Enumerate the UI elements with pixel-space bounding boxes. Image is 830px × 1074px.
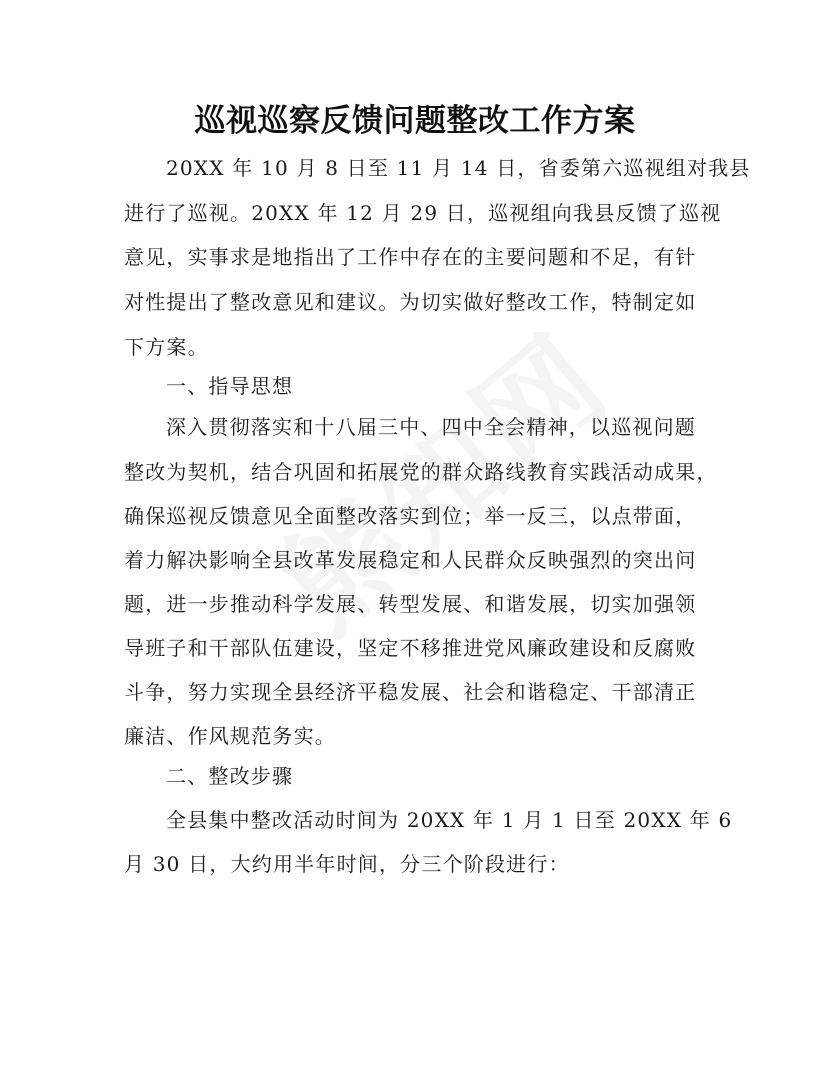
paragraph-line: 对性提出了整改意见和建议。为切实做好整改工作，特制定如	[124, 290, 697, 314]
paragraph-line: 月 30 日，大约用半年时间，分三个阶段进行：	[124, 852, 570, 876]
document-title: 巡视巡察反馈问题整改工作方案	[194, 103, 636, 139]
paragraph-line: 确保巡视反馈意见全面整改落实到位；举一反三，以点带面，	[124, 504, 697, 528]
section-heading: 一、指导思想	[166, 374, 294, 398]
paragraph-line: 意见，实事求是地指出了工作中存在的主要问题和不足，有针	[124, 245, 697, 269]
paragraph-line: 导班子和干部队伍建设，坚定不移推进党风廉政建设和反腐败	[124, 636, 697, 660]
paragraph-line: 深入贯彻落实和十八届三中、四中全会精神，以巡视问题	[166, 415, 696, 439]
paragraph-line: 题，进一步推动科学发展、转型发展、和谐发展，切实加强领	[124, 592, 697, 616]
paragraph-line: 整改为契机，结合巩固和拓展党的群众路线教育实践活动成果，	[124, 460, 718, 484]
paragraph-line: 进行了巡视。20XX 年 12 月 29 日，巡视组向我县反馈了巡视	[124, 201, 722, 225]
paragraph-line: 20XX 年 10 月 8 日至 11 月 14 日，省委第六巡视组对我县	[166, 156, 751, 180]
section-heading: 二、整改步骤	[166, 764, 294, 788]
paragraph-line: 着力解决影响全县改革发展稳定和人民群众反映强烈的突出问	[124, 548, 697, 572]
paragraph-line: 下方案。	[124, 335, 209, 359]
paragraph-line: 斗争，努力实现全县经济平稳发展、社会和谐稳定、干部清正	[124, 680, 697, 704]
paragraph-line: 廉洁、作风规范务实。	[124, 724, 336, 748]
paragraph-line: 全县集中整改活动时间为 20XX 年 1 月 1 日至 20XX 年 6	[166, 808, 733, 832]
